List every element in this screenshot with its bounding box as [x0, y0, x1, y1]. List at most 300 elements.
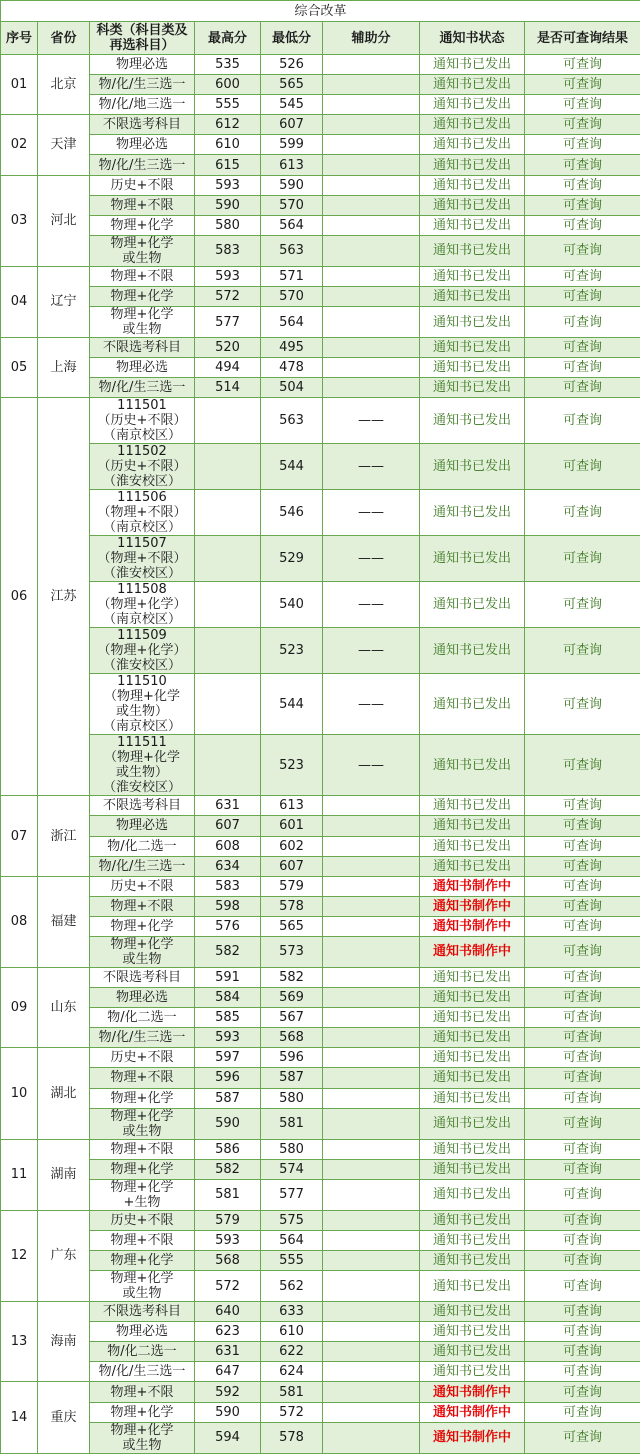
status-cell: 通知书已发出 [420, 1139, 525, 1159]
min-score-cell: 545 [261, 95, 323, 115]
subject-cell: 物理+化学 [90, 1088, 195, 1108]
min-score-cell: 599 [261, 135, 323, 155]
min-score-cell: 613 [261, 796, 323, 816]
subject-cell: 物理+化学 [90, 1402, 195, 1422]
max-score-cell: 579 [195, 1210, 261, 1230]
province-cell: 湖北 [38, 1048, 90, 1139]
table-row [1, 856, 640, 876]
table-row [1, 1088, 640, 1108]
aux-score-cell [323, 988, 420, 1008]
query-cell: 可查询 [525, 215, 640, 235]
query-cell: 可查询 [525, 816, 640, 836]
max-score-cell [195, 628, 261, 674]
status-cell: 通知书已发出 [420, 338, 525, 358]
query-cell: 可查询 [525, 916, 640, 936]
aux-score-cell [323, 1382, 420, 1402]
query-cell: 可查询 [525, 490, 640, 536]
seq-cell: 09 [1, 967, 38, 1047]
aux-score-cell [323, 115, 420, 135]
min-score-cell: 569 [261, 988, 323, 1008]
max-score-cell: 591 [195, 967, 261, 987]
max-score-cell: 587 [195, 1088, 261, 1108]
query-cell: 可查询 [525, 876, 640, 896]
min-score-cell: 564 [261, 215, 323, 235]
subject-cell: 物理必选 [90, 358, 195, 378]
query-cell: 可查询 [525, 582, 640, 628]
aux-score-cell [323, 1068, 420, 1088]
aux-score-cell [323, 1230, 420, 1250]
max-score-cell: 584 [195, 988, 261, 1008]
query-cell: 可查询 [525, 235, 640, 266]
province-cell: 浙江 [38, 796, 90, 876]
aux-score-cell [323, 215, 420, 235]
query-cell: 可查询 [525, 155, 640, 175]
status-cell: 通知书制作中 [420, 1382, 525, 1402]
query-cell: 可查询 [525, 1402, 640, 1422]
status-cell: 通知书已发出 [420, 836, 525, 856]
query-cell: 可查询 [525, 95, 640, 115]
subject-cell: 物/化二选一 [90, 1008, 195, 1028]
min-score-cell: 555 [261, 1251, 323, 1271]
min-score-cell: 622 [261, 1342, 323, 1362]
province-cell: 天津 [38, 115, 90, 175]
table-row [1, 836, 640, 856]
table-row [1, 1342, 640, 1362]
status-cell: 通知书已发出 [420, 155, 525, 175]
table-row [1, 1271, 640, 1302]
max-score-cell: 514 [195, 378, 261, 398]
status-cell: 通知书已发出 [420, 115, 525, 135]
aux-score-cell [323, 1322, 420, 1342]
province-cell: 辽宁 [38, 266, 90, 337]
query-cell: 可查询 [525, 735, 640, 796]
seq-cell: 01 [1, 55, 38, 115]
subject-cell: 物理+化学 [90, 215, 195, 235]
max-score-cell [195, 398, 261, 444]
subject-cell: 物理+化学 [90, 1251, 195, 1271]
table-row [1, 286, 640, 306]
table-row [1, 55, 640, 75]
status-cell: 通知书已发出 [420, 135, 525, 155]
status-cell: 通知书已发出 [420, 266, 525, 286]
max-score-cell: 576 [195, 916, 261, 936]
aux-score-cell [323, 1402, 420, 1422]
min-score-cell: 580 [261, 1139, 323, 1159]
max-score-cell: 577 [195, 307, 261, 338]
max-score-cell: 568 [195, 1251, 261, 1271]
query-cell: 可查询 [525, 936, 640, 967]
subject-cell: 物理+不限 [90, 896, 195, 916]
aux-score-cell [323, 1048, 420, 1068]
max-score-cell [195, 490, 261, 536]
table-row [1, 1210, 640, 1230]
query-cell: 可查询 [525, 1322, 640, 1342]
subject-cell: 111507 （物理+不限） （淮安校区） [90, 536, 195, 582]
query-cell: 可查询 [525, 1068, 640, 1088]
query-cell: 可查询 [525, 1422, 640, 1453]
max-score-cell: 593 [195, 266, 261, 286]
max-score-cell: 634 [195, 856, 261, 876]
min-score-cell: 544 [261, 444, 323, 490]
min-score-cell: 562 [261, 1271, 323, 1302]
query-cell: 可查询 [525, 358, 640, 378]
province-cell: 湖南 [38, 1139, 90, 1210]
aux-score-cell [323, 1088, 420, 1108]
aux-score-cell [323, 195, 420, 215]
max-score-cell: 581 [195, 1179, 261, 1210]
status-cell: 通知书已发出 [420, 358, 525, 378]
min-score-cell: 577 [261, 1179, 323, 1210]
table-row [1, 876, 640, 896]
min-score-cell: 582 [261, 967, 323, 987]
aux-score-cell [323, 896, 420, 916]
query-cell: 可查询 [525, 1028, 640, 1048]
subject-cell: 物理+化学 或生物 [90, 235, 195, 266]
table-row [1, 1362, 640, 1382]
min-score-cell: 544 [261, 674, 323, 735]
min-score-cell: 529 [261, 536, 323, 582]
aux-score-cell [323, 338, 420, 358]
table-row [1, 338, 640, 358]
subject-cell: 物理+不限 [90, 1139, 195, 1159]
status-cell: 通知书已发出 [420, 95, 525, 115]
aux-score-cell [323, 358, 420, 378]
aux-score-cell [323, 378, 420, 398]
aux-score-cell [323, 155, 420, 175]
max-score-cell: 600 [195, 75, 261, 95]
max-score-cell: 592 [195, 1382, 261, 1402]
subject-cell: 物理+不限 [90, 1382, 195, 1402]
subject-cell: 历史+不限 [90, 175, 195, 195]
max-score-cell: 586 [195, 1139, 261, 1159]
subject-cell: 物/化/生三选一 [90, 856, 195, 876]
seq-cell: 07 [1, 796, 38, 876]
table-row [1, 1230, 640, 1250]
max-score-cell: 582 [195, 936, 261, 967]
max-score-cell: 580 [195, 215, 261, 235]
query-cell: 可查询 [525, 628, 640, 674]
header-row [1, 22, 640, 55]
max-score-cell: 585 [195, 1008, 261, 1028]
table-row [1, 1302, 640, 1322]
min-score-cell: 564 [261, 307, 323, 338]
aux-score-cell [323, 286, 420, 306]
status-cell: 通知书已发出 [420, 307, 525, 338]
status-cell: 通知书已发出 [420, 796, 525, 816]
table-row [1, 674, 640, 735]
status-cell: 通知书已发出 [420, 735, 525, 796]
min-score-cell: 570 [261, 195, 323, 215]
aux-score-cell [323, 936, 420, 967]
aux-score-cell [323, 307, 420, 338]
table-row [1, 115, 640, 135]
status-cell: 通知书已发出 [420, 674, 525, 735]
province-cell: 江苏 [38, 398, 90, 796]
province-cell: 福建 [38, 876, 90, 967]
status-cell: 通知书已发出 [420, 1362, 525, 1382]
subject-cell: 物/化二选一 [90, 836, 195, 856]
table-row [1, 307, 640, 338]
table-row [1, 896, 640, 916]
query-cell: 可查询 [525, 1210, 640, 1230]
table-row [1, 155, 640, 175]
min-score-cell: 574 [261, 1159, 323, 1179]
query-cell: 可查询 [525, 796, 640, 816]
table-row [1, 628, 640, 674]
max-score-cell: 596 [195, 1068, 261, 1088]
min-score-cell: 563 [261, 398, 323, 444]
seq-cell: 10 [1, 1048, 38, 1139]
subject-cell: 不限选考科目 [90, 796, 195, 816]
table-row [1, 988, 640, 1008]
max-score-cell: 555 [195, 95, 261, 115]
aux-score-cell [323, 876, 420, 896]
subject-cell: 历史+不限 [90, 1210, 195, 1230]
min-score-cell: 610 [261, 1322, 323, 1342]
status-cell: 通知书已发出 [420, 1159, 525, 1179]
status-cell: 通知书已发出 [420, 1271, 525, 1302]
query-cell: 可查询 [525, 536, 640, 582]
max-score-cell [195, 444, 261, 490]
query-cell: 可查询 [525, 1048, 640, 1068]
aux-score-cell [323, 235, 420, 266]
table-row [1, 135, 640, 155]
seq-cell: 12 [1, 1210, 38, 1301]
min-score-cell: 602 [261, 836, 323, 856]
status-cell: 通知书已发出 [420, 490, 525, 536]
min-score-cell: 540 [261, 582, 323, 628]
status-cell: 通知书已发出 [420, 967, 525, 987]
section-title: 综合改革 [1, 1, 640, 22]
subject-cell: 物理+化学 或生物 [90, 307, 195, 338]
status-cell: 通知书制作中 [420, 896, 525, 916]
province-cell: 上海 [38, 338, 90, 398]
subject-cell: 物/化/生三选一 [90, 155, 195, 175]
subject-cell: 111501 （历史+不限） （南京校区） [90, 398, 195, 444]
aux-score-cell: —— [323, 398, 420, 444]
table-row [1, 1251, 640, 1271]
subject-cell: 不限选考科目 [90, 1302, 195, 1322]
aux-score-cell [323, 266, 420, 286]
status-cell: 通知书已发出 [420, 398, 525, 444]
min-score-cell: 601 [261, 816, 323, 836]
subject-cell: 不限选考科目 [90, 338, 195, 358]
subject-cell: 物/化/生三选一 [90, 378, 195, 398]
min-score-cell: 633 [261, 1302, 323, 1322]
min-score-cell: 590 [261, 175, 323, 195]
query-cell: 可查询 [525, 1139, 640, 1159]
table-row [1, 490, 640, 536]
max-score-cell: 572 [195, 1271, 261, 1302]
table-row [1, 358, 640, 378]
table-row [1, 1008, 640, 1028]
aux-score-cell [323, 1008, 420, 1028]
subject-cell: 物/化/生三选一 [90, 1362, 195, 1382]
aux-score-cell [323, 1139, 420, 1159]
aux-score-cell [323, 1362, 420, 1382]
table-row [1, 444, 640, 490]
query-cell: 可查询 [525, 1179, 640, 1210]
status-cell: 通知书已发出 [420, 55, 525, 75]
max-score-cell: 623 [195, 1322, 261, 1342]
status-cell: 通知书已发出 [420, 816, 525, 836]
query-cell: 可查询 [525, 135, 640, 155]
min-score-cell: 523 [261, 735, 323, 796]
status-cell: 通知书已发出 [420, 1008, 525, 1028]
status-cell: 通知书已发出 [420, 444, 525, 490]
max-score-cell: 608 [195, 836, 261, 856]
table-row [1, 816, 640, 836]
aux-score-cell [323, 1108, 420, 1139]
query-cell: 可查询 [525, 1008, 640, 1028]
subject-cell: 111511 （物理+化学 或生物） （淮安校区） [90, 735, 195, 796]
subject-cell: 111508 （物理+化学） （南京校区） [90, 582, 195, 628]
table-row [1, 235, 640, 266]
seq-cell: 05 [1, 338, 38, 398]
table-row [1, 1028, 640, 1048]
subject-cell: 物理+不限 [90, 195, 195, 215]
table-row [1, 195, 640, 215]
aux-score-cell [323, 1210, 420, 1230]
max-score-cell: 615 [195, 155, 261, 175]
status-cell: 通知书已发出 [420, 1210, 525, 1230]
query-cell: 可查询 [525, 1362, 640, 1382]
query-cell: 可查询 [525, 1382, 640, 1402]
subject-cell: 111509 （物理+化学） （淮安校区） [90, 628, 195, 674]
max-score-cell: 612 [195, 115, 261, 135]
status-cell: 通知书已发出 [420, 988, 525, 1008]
subject-cell: 历史+不限 [90, 876, 195, 896]
min-score-cell: 565 [261, 916, 323, 936]
status-cell: 通知书已发出 [420, 1048, 525, 1068]
max-score-cell: 607 [195, 816, 261, 836]
table-row [1, 75, 640, 95]
min-score-cell: 568 [261, 1028, 323, 1048]
max-score-cell [195, 582, 261, 628]
subject-cell: 物理必选 [90, 816, 195, 836]
min-score-cell: 495 [261, 338, 323, 358]
seq-cell: 08 [1, 876, 38, 967]
max-score-cell: 590 [195, 195, 261, 215]
query-cell: 可查询 [525, 286, 640, 306]
query-cell: 可查询 [525, 175, 640, 195]
status-cell: 通知书已发出 [420, 378, 525, 398]
province-header: 省份 [38, 22, 90, 55]
min-score-cell: 624 [261, 1362, 323, 1382]
status-header: 通知书状态 [420, 22, 525, 55]
aux-score-cell: —— [323, 735, 420, 796]
min-score-cell: 572 [261, 1402, 323, 1422]
max-score-cell: 647 [195, 1362, 261, 1382]
min-score-cell: 526 [261, 55, 323, 75]
min-score-cell: 573 [261, 936, 323, 967]
max-score-cell: 598 [195, 896, 261, 916]
table-row [1, 215, 640, 235]
query-cell: 可查询 [525, 55, 640, 75]
min-score-cell: 607 [261, 115, 323, 135]
subject-cell: 物理必选 [90, 55, 195, 75]
subject-cell: 物理必选 [90, 1322, 195, 1342]
table-row [1, 266, 640, 286]
table-row [1, 916, 640, 936]
subject-cell: 111502 （历史+不限） （淮安校区） [90, 444, 195, 490]
aux-score-cell [323, 1251, 420, 1271]
status-cell: 通知书已发出 [420, 175, 525, 195]
min-score-cell: 564 [261, 1230, 323, 1250]
aux-score-cell [323, 1271, 420, 1302]
status-cell: 通知书已发出 [420, 1230, 525, 1250]
status-cell: 通知书已发出 [420, 1342, 525, 1362]
subject-cell: 物/化/地三选一 [90, 95, 195, 115]
max-score-header: 最高分 [195, 22, 261, 55]
max-score-cell [195, 674, 261, 735]
status-cell: 通知书已发出 [420, 195, 525, 215]
query-cell: 可查询 [525, 1159, 640, 1179]
table-row [1, 1139, 640, 1159]
status-cell: 通知书已发出 [420, 1322, 525, 1342]
query-cell: 可查询 [525, 338, 640, 358]
query-cell: 可查询 [525, 75, 640, 95]
status-cell: 通知书制作中 [420, 1402, 525, 1422]
aux-score-cell: —— [323, 582, 420, 628]
table-row [1, 1179, 640, 1210]
query-cell: 可查询 [525, 307, 640, 338]
subject-cell: 物理+化学 [90, 916, 195, 936]
query-cell: 可查询 [525, 1342, 640, 1362]
max-score-cell: 535 [195, 55, 261, 75]
query-cell: 可查询 [525, 836, 640, 856]
subject-cell: 物/化/生三选一 [90, 75, 195, 95]
aux-score-cell: —— [323, 490, 420, 536]
table-row [1, 398, 640, 444]
aux-score-cell [323, 1028, 420, 1048]
seq-cell: 11 [1, 1139, 38, 1210]
min-score-cell: 578 [261, 1422, 323, 1453]
query-cell: 可查询 [525, 266, 640, 286]
status-cell: 通知书已发出 [420, 1068, 525, 1088]
aux-score-cell: —— [323, 444, 420, 490]
aux-score-header: 辅助分 [323, 22, 420, 55]
min-score-cell: 581 [261, 1108, 323, 1139]
subject-cell: 物理+不限 [90, 1068, 195, 1088]
aux-score-cell [323, 75, 420, 95]
status-cell: 通知书已发出 [420, 1108, 525, 1139]
aux-score-cell [323, 1302, 420, 1322]
max-score-cell: 593 [195, 1230, 261, 1250]
subject-cell: 物理+化学 [90, 286, 195, 306]
subject-cell: 物理必选 [90, 135, 195, 155]
aux-score-cell [323, 836, 420, 856]
min-score-cell: 563 [261, 235, 323, 266]
query-cell: 可查询 [525, 674, 640, 735]
max-score-cell: 494 [195, 358, 261, 378]
min-score-cell: 596 [261, 1048, 323, 1068]
min-score-cell: 580 [261, 1088, 323, 1108]
table-row [1, 735, 640, 796]
table-row [1, 796, 640, 816]
status-cell: 通知书已发出 [420, 1028, 525, 1048]
seq-cell: 13 [1, 1302, 38, 1382]
query-cell: 可查询 [525, 398, 640, 444]
seq-cell: 06 [1, 398, 38, 796]
query-cell: 可查询 [525, 896, 640, 916]
aux-score-cell: —— [323, 536, 420, 582]
aux-score-cell [323, 1159, 420, 1179]
status-cell: 通知书已发出 [420, 1179, 525, 1210]
min-score-cell: 587 [261, 1068, 323, 1088]
status-cell: 通知书已发出 [420, 235, 525, 266]
min-score-cell: 567 [261, 1008, 323, 1028]
